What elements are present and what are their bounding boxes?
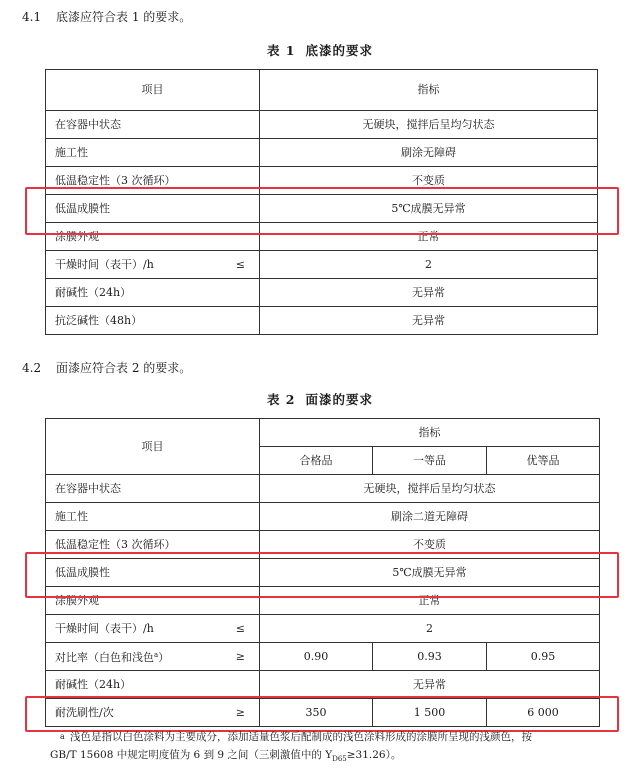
table2-row-contrast bbox=[46, 643, 600, 671]
table2-number: 表 2 bbox=[266, 392, 296, 407]
row-item bbox=[46, 139, 260, 167]
row-value: 5℃成膜无异常 bbox=[260, 559, 600, 587]
row-item bbox=[46, 615, 260, 643]
highlight-box-table1 bbox=[25, 187, 619, 235]
row-item-text: 低温稳定性（3 次循环） bbox=[55, 537, 176, 551]
row-value: 无硬块，搅拌后呈均匀状态 bbox=[260, 111, 598, 139]
section-text: 底漆应符合表 1 的要求。 bbox=[56, 10, 192, 24]
row-item-text: 低温成膜性 bbox=[55, 565, 110, 579]
row-value: 0.95 bbox=[487, 643, 600, 671]
row-item-text: 干燥时间（表干）/h bbox=[55, 257, 154, 271]
table2-row-alkali bbox=[46, 671, 600, 699]
table-row bbox=[46, 503, 600, 531]
row-value: 正常 bbox=[260, 223, 598, 251]
row-item bbox=[46, 475, 260, 503]
row-value: 刷涂无障碍 bbox=[260, 139, 598, 167]
table2-header-item: 项目 bbox=[46, 419, 260, 475]
section-number: 4.1 bbox=[22, 10, 42, 24]
row-value: 无异常 bbox=[260, 307, 598, 335]
row-item bbox=[46, 111, 260, 139]
row-value: 刷涂二道无障碍 bbox=[260, 503, 600, 531]
table-row bbox=[46, 615, 600, 643]
row-item bbox=[46, 279, 260, 307]
footnote-line-2 bbox=[50, 747, 401, 768]
row-value: 1 500 bbox=[373, 699, 487, 727]
table1-header-item: 项目 bbox=[46, 70, 260, 111]
table1-header-row bbox=[46, 70, 598, 111]
row-item-text: 抗泛碱性（48h） bbox=[55, 313, 143, 327]
comparator-symbol: ≤ bbox=[235, 257, 245, 271]
row-value: 350 bbox=[260, 699, 373, 727]
row-value: 6 000 bbox=[487, 699, 600, 727]
row-value: 正常 bbox=[260, 587, 600, 615]
row-value: 0.90 bbox=[260, 643, 373, 671]
row-item-text: 耐碱性（24h） bbox=[55, 285, 132, 299]
row-item-text: 施工性 bbox=[55, 145, 88, 159]
table-row bbox=[46, 139, 598, 167]
table-row bbox=[46, 307, 598, 335]
row-item-text: 耐洗刷性/次 bbox=[55, 705, 114, 719]
row-item-text: 低温稳定性（3 次循环） bbox=[55, 173, 176, 187]
row-item bbox=[46, 503, 260, 531]
section-4-1-heading bbox=[22, 8, 191, 25]
footnote-mark: a bbox=[60, 732, 65, 741]
section-text: 面漆应符合表 2 的要求。 bbox=[56, 361, 192, 375]
row-item-text: 对比率（白色和浅色 bbox=[55, 651, 154, 664]
comparator-symbol: ≤ bbox=[235, 621, 245, 635]
row-item-text: 涂膜外观 bbox=[55, 593, 99, 607]
row-item-text: 低温成膜性 bbox=[55, 201, 110, 215]
table2-header-grade: 优等品 bbox=[487, 447, 600, 475]
comparator-symbol: ≥ bbox=[235, 649, 245, 663]
section-4-2-heading bbox=[22, 359, 191, 376]
table-row bbox=[46, 111, 598, 139]
table1-header-indicator: 指标 bbox=[260, 70, 598, 111]
table2-title-text: 面漆的要求 bbox=[305, 392, 374, 407]
row-item-text: 在容器中状态 bbox=[55, 481, 121, 495]
row-item-suffix: ） bbox=[158, 651, 170, 664]
row-value: 2 bbox=[260, 251, 598, 279]
table1-title bbox=[0, 41, 640, 59]
highlight-box-table2-scrub bbox=[25, 696, 619, 732]
row-item bbox=[46, 307, 260, 335]
row-item-text: 施工性 bbox=[55, 509, 88, 523]
row-value: 5℃成膜无异常 bbox=[260, 195, 598, 223]
section-number: 4.2 bbox=[22, 361, 42, 375]
row-item-text: 干燥时间（表干）/h bbox=[55, 621, 154, 635]
row-value: 无异常 bbox=[260, 671, 600, 699]
row-item-text: 涂膜外观 bbox=[55, 229, 99, 243]
row-item: 耐碱性（24h） bbox=[46, 671, 260, 699]
row-item bbox=[46, 643, 260, 671]
row-value: 无异常 bbox=[260, 279, 598, 307]
table2-header-row-1 bbox=[46, 419, 600, 447]
table1-number: 表 1 bbox=[266, 43, 296, 58]
footnote-line-1: 浅色是指以白色涂料为主要成分，添加适量色浆后配制成的浅色涂料形成的涂膜所呈现的浅颜色，按 bbox=[70, 731, 532, 743]
table-row bbox=[46, 475, 600, 503]
comparator-symbol: ≥ bbox=[235, 705, 245, 719]
footnote-subscript: D65 bbox=[332, 755, 347, 764]
table-row bbox=[46, 251, 598, 279]
table2-header-grade: 合格品 bbox=[260, 447, 373, 475]
row-value: 不变质 bbox=[260, 167, 598, 195]
table2-title bbox=[0, 390, 640, 408]
highlight-box-table2-film bbox=[25, 552, 619, 598]
row-item bbox=[46, 251, 260, 279]
row-value: 无硬块，搅拌后呈均匀状态 bbox=[260, 475, 600, 503]
table2-header-indicator: 指标 bbox=[260, 419, 600, 447]
row-item-text: 在容器中状态 bbox=[55, 117, 121, 131]
row-value: 不变质 bbox=[260, 531, 600, 559]
table2-header-grade: 一等品 bbox=[373, 447, 487, 475]
footnote-line-2-end: ≥31.26）。 bbox=[346, 749, 402, 761]
footnote-line-2-start: GB/T 15608 中规定明度值为 6 到 9 之间（三刺激值中的 Y bbox=[50, 749, 333, 761]
row-value: 2 bbox=[260, 615, 600, 643]
row-value: 0.93 bbox=[373, 643, 487, 671]
table1-title-text: 底漆的要求 bbox=[305, 43, 374, 58]
table-row bbox=[46, 279, 598, 307]
footnote-mark: a bbox=[154, 651, 159, 659]
